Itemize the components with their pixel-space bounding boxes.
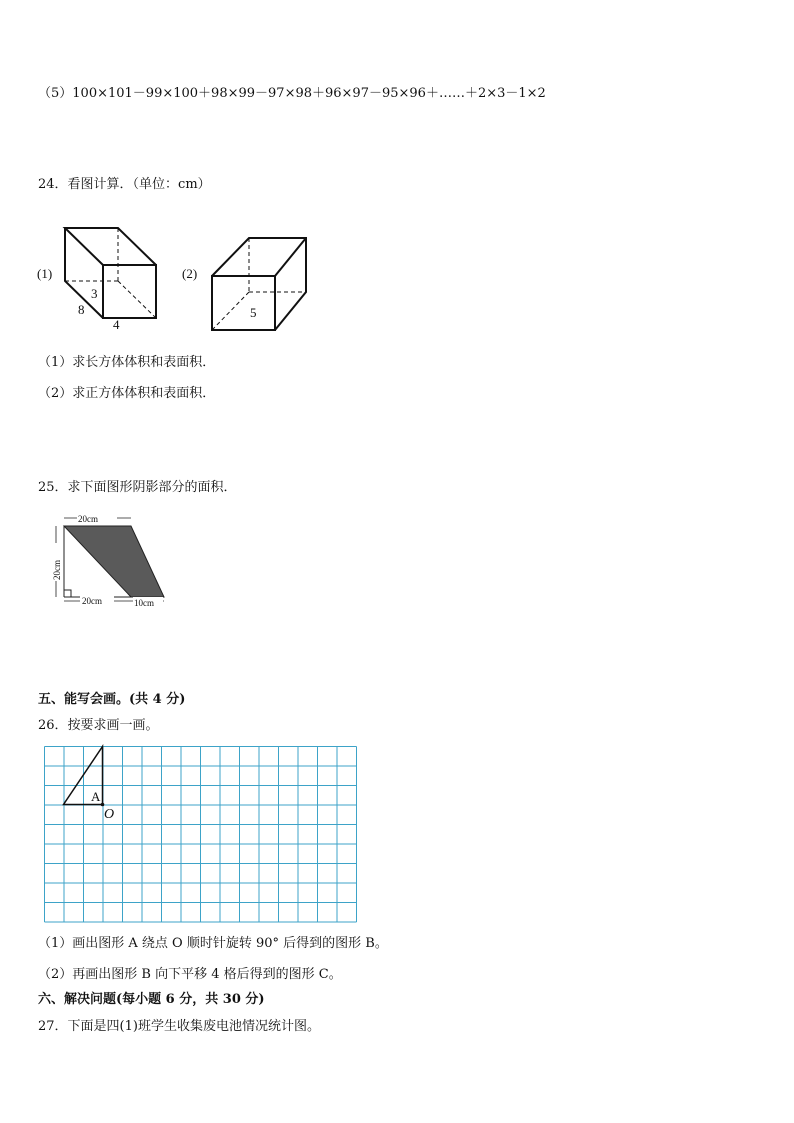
q27-title: 27．下面是四(1)班学生收集废电池情况统计图。 <box>38 1019 320 1034</box>
top-dim-label: 20cm <box>78 514 98 524</box>
q24-sub1: （1）求长方体体积和表面积． <box>38 355 216 370</box>
q23-5-expression: 100×101－99×100＋98×99－97×98＋96×97－95×96＋……＋2×3－1×2 <box>72 86 546 101</box>
section6-heading: 六、解决问题(每小题 6 分，共 30 分) <box>38 992 265 1007</box>
q26-sub2: （2）再画出图形 B 向下平移 4 格后得到的图形 C。 <box>38 967 342 982</box>
fig1-label: (1) <box>37 266 53 281</box>
left-dim-label: 20cm <box>52 560 62 580</box>
extra-dim-label: 10cm <box>134 598 154 608</box>
fig1-dim-8: 8 <box>78 302 85 317</box>
cube-figure <box>212 238 306 330</box>
q23-5-label: （5） <box>38 86 73 101</box>
q26-grid-figure <box>44 746 364 926</box>
label-a: A <box>91 789 101 804</box>
square-grid <box>45 747 357 923</box>
q23-5-line <box>38 86 546 102</box>
bottom-dim-label: 20cm <box>82 596 102 606</box>
point-o <box>101 803 105 807</box>
q25-title: 25．求下面图形阴影部分的面积． <box>38 480 237 495</box>
q24-figures <box>0 220 794 340</box>
fig1-dim-3: 3 <box>91 286 98 301</box>
q26-sub1: （1）画出图形 A 绕点 O 顺时针旋转 90° 后得到的图形 B。 <box>38 936 388 951</box>
q25-figure <box>0 515 794 615</box>
fig2-label: (2) <box>182 266 198 281</box>
q24-sub2: （2）求正方体体积和表面积． <box>38 386 216 401</box>
fig1-dim-4: 4 <box>113 317 120 332</box>
section5-heading: 五、能写会画。(共 4 分) <box>38 692 186 707</box>
fig2-dim-5: 5 <box>250 305 257 320</box>
shaded-region <box>64 526 164 597</box>
q26-title: 26．按要求画一画。 <box>38 718 159 733</box>
label-o: O <box>104 807 115 822</box>
q24-title: 24．看图计算．（单位：cm） <box>38 177 211 192</box>
